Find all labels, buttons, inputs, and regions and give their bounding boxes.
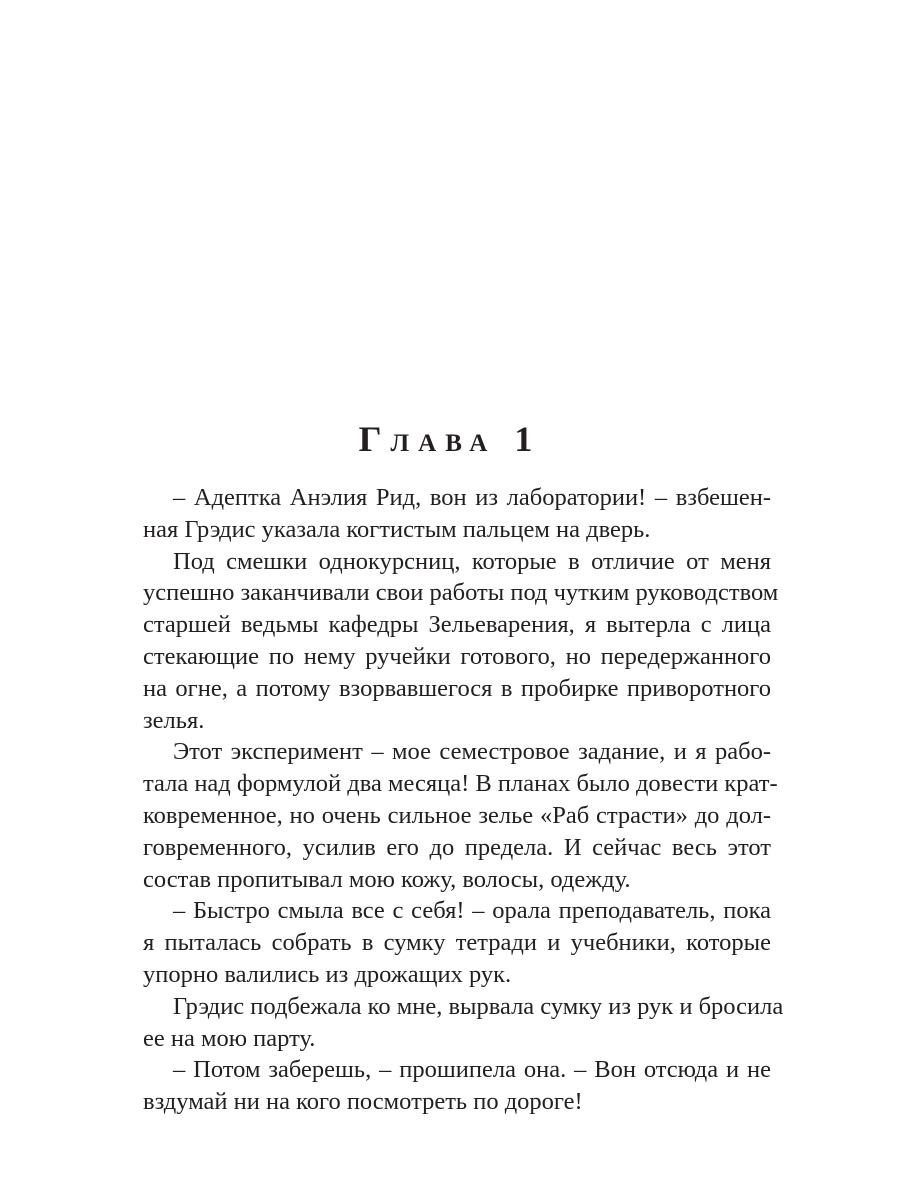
text-line: говременного, усилив его до предела. И сейчас весь этот (143, 833, 771, 861)
text-line: вздумай ни на кого посмотреть по дороге! (143, 1088, 583, 1116)
text-line: Этот эксперимент – мое семестровое задание, и я рабо- (173, 738, 771, 766)
text-line: стекающие по нему ручейки готового, но передержанного (143, 642, 771, 670)
text-line: я пыталась собрать в сумку тетради и учебники, которые (143, 929, 771, 957)
text-line: Под смешки однокурсниц, которые в отличие от меня (173, 547, 771, 575)
text-line: успешно заканчивали свои работы под чутким руководством (143, 579, 779, 607)
text-line: – Быстро смыла все с себя! – орала преподаватель, пока (173, 897, 771, 925)
text-line: старшей ведьмы кафедры Зельеварения, я вытерла с лица (143, 611, 771, 639)
text-line: зелья. (143, 706, 205, 734)
text-line: ее на мою парту. (143, 1024, 316, 1052)
text-line: состав пропитывал мою кожу, волосы, одежду. (143, 865, 631, 893)
text-line: упорно валились из дрожащих рук. (143, 960, 512, 988)
text-line: – Потом заберешь, – прошипела она. – Вон отсюда и не (173, 1056, 771, 1084)
text-line: Грэдис подбежала ко мне, вырвала сумку из рук и бросила (173, 992, 784, 1020)
text-line: ная Грэдис указала когтистым пальцем на дверь. (143, 515, 651, 543)
text-line: на огне, а потому взорвавшегося в пробирке приворотного (143, 674, 771, 702)
text-line: ковременное, но очень сильное зелье «Раб страсти» до дол- (143, 801, 771, 829)
text-line: – Адептка Анэлия Рид, вон из лаборатории! – взбешен- (173, 484, 771, 511)
chapter-title: Глава 1 (358, 419, 542, 459)
body-text (143, 482, 784, 1118)
text-line: тала над формулой два месяца! В планах было довести крат- (143, 770, 778, 798)
